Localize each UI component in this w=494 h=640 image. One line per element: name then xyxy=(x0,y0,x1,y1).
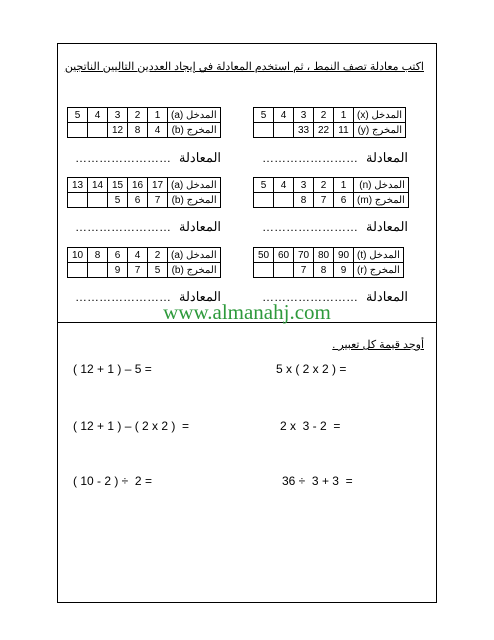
answer-blank[interactable]: …………………… xyxy=(75,290,171,304)
expression-r1-right: 5 x ( 2 x 2 ) = xyxy=(276,362,347,376)
expression-r2-left: ( 12 + 1 ) – ( 2 x 2 ) = xyxy=(73,419,190,433)
answer-blank[interactable]: …………………… xyxy=(262,220,358,234)
pattern-table-ab-3: المدخل (a) 2 4 6 8 10 المخرج (b) 5 7 9 xyxy=(67,247,221,278)
expression-r2-right: 2 x 3 - 2 = xyxy=(280,419,341,433)
expression-r1-left: ( 12 + 1 ) – 5 = xyxy=(73,362,152,376)
site-watermark: www.almanahj.com xyxy=(163,300,331,324)
equation-line-3: …………………… المعادلة xyxy=(262,219,409,234)
instruction-text: اكتب معادلة تصف النمط ، ثم استخدم المعادلة في إيجاد العددين التاليين الناتجين xyxy=(64,61,424,73)
answer-blank[interactable]: …………………… xyxy=(262,290,358,304)
equation-line-1: …………………… المعادلة xyxy=(262,150,409,165)
equation-line-2: …………………… المعادلة xyxy=(75,150,222,165)
pattern-table-tr: المدخل (t) 90 80 70 60 50 المخرج (r) 9 8 7 xyxy=(253,247,404,278)
expression-r3-right: 36 ÷ 3 + 3 = xyxy=(282,474,353,488)
answer-blank[interactable]: …………………… xyxy=(75,220,171,234)
pattern-table-nm: المدخل (n) 1 2 3 4 5 المخرج (m) 6 7 8 xyxy=(253,177,409,208)
answer-blank[interactable]: …………………… xyxy=(262,151,358,165)
answer-blank[interactable]: …………………… xyxy=(75,151,171,165)
pattern-table-xy: المدخل (x) 1 2 3 4 5 المخرج (y) 11 22 33 xyxy=(253,107,406,138)
equation-line-6: …………………… المعادلة xyxy=(75,289,222,304)
instruction-evaluate: أوجد قيمة كل تعبير . xyxy=(332,339,424,351)
pattern-table-ab-1: المدخل (a) 1 2 3 4 5 المخرج (b) 4 8 12 xyxy=(67,107,221,138)
equation-line-5: …………………… المعادلة xyxy=(262,289,409,304)
equation-line-4: …………………… المعادلة xyxy=(75,219,222,234)
pattern-table-ab-2: المدخل (a) 17 16 15 14 13 المخرج (b) 7 6 5 xyxy=(67,177,221,208)
expression-r3-left: ( 10 - 2 ) ÷ 2 = xyxy=(73,474,152,488)
